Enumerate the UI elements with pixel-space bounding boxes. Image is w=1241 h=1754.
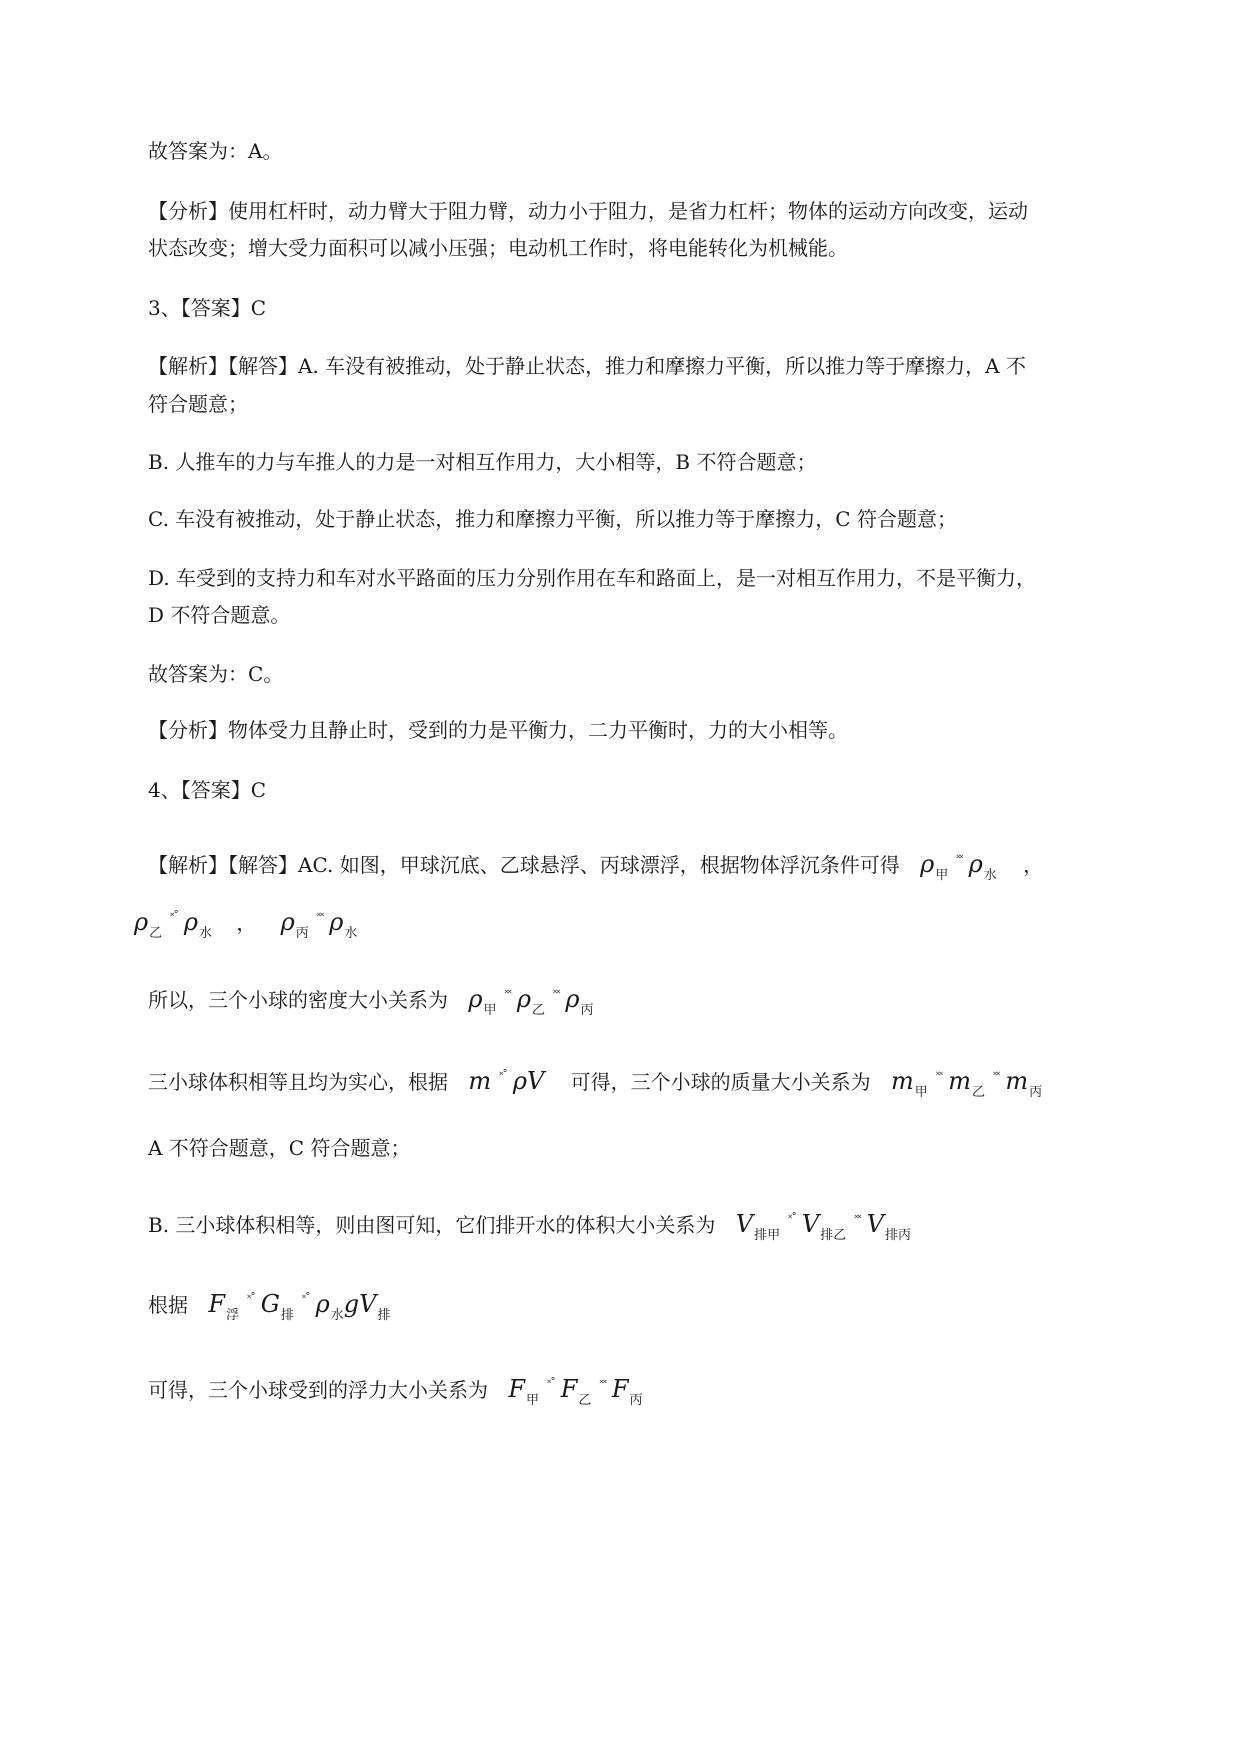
weight-symbol: G bbox=[260, 1290, 280, 1318]
comma: ， bbox=[1023, 853, 1044, 877]
volume-symbol: V bbox=[735, 1210, 754, 1238]
subscript: 甲 bbox=[935, 868, 949, 883]
text: D. 车受到的支持力和车对水平路面的压力分别作用在车和路面上，是一对相互作用力，不是平衡力， bbox=[148, 566, 1037, 590]
conclusion-ac bbox=[148, 1125, 1158, 1172]
mass-symbol: m bbox=[468, 1067, 492, 1095]
relation-symbol: ˟˟ bbox=[854, 1212, 861, 1225]
text: 符合题意； bbox=[148, 392, 248, 416]
solution-3-c bbox=[148, 496, 1158, 543]
rho-symbol: ρ bbox=[329, 908, 344, 936]
formula-m-rho-v bbox=[468, 1052, 544, 1106]
comma: ， bbox=[236, 911, 257, 935]
subscript: 水 bbox=[344, 926, 358, 941]
text: 4、【答案】C bbox=[148, 778, 267, 802]
density-relation-line bbox=[148, 970, 1158, 1034]
text: 【分析】物体受力且静止时，受到的力是平衡力，二力平衡时，力的大小相等。 bbox=[148, 718, 848, 742]
subscript: 乙 bbox=[532, 1003, 546, 1018]
relation-symbol: ˟˟ bbox=[992, 1069, 1000, 1082]
volume-symbol: V bbox=[359, 1290, 377, 1318]
force-symbol: F bbox=[208, 1290, 226, 1318]
text: C. 车没有被推动，处于静止状态，推力和摩擦力平衡，所以推力等于摩擦力，C 符合题意； bbox=[148, 507, 957, 531]
volume-symbol: V bbox=[801, 1210, 820, 1238]
force-symbol: F bbox=[611, 1375, 629, 1403]
rho-symbol: ρ bbox=[512, 1067, 527, 1095]
subscript: 浮 bbox=[226, 1308, 240, 1323]
subscript: 丙 bbox=[629, 1393, 643, 1408]
answer-line-a bbox=[148, 128, 1158, 175]
relation-symbol: ˟˚ bbox=[499, 1069, 507, 1082]
relation-symbol: ˟˟ bbox=[935, 1069, 943, 1082]
subscript: 排丙 bbox=[884, 1228, 911, 1243]
text: 【解析】【解答】A. 车没有被推动，处于静止状态，推力和摩擦力平衡，所以推力等于摩擦力，A 不 bbox=[148, 354, 1026, 378]
subscript: 丙 bbox=[1029, 1085, 1043, 1100]
text: 状态改变；增大受力面积可以减小压强；电动机工作时，将电能转化为机械能。 bbox=[148, 236, 848, 260]
rho-symbol: ρ bbox=[920, 850, 935, 878]
volume-symbol: V bbox=[526, 1067, 545, 1095]
rho-symbol: ρ bbox=[280, 908, 295, 936]
text: 三小球体积相等且均为实心，根据 bbox=[148, 1070, 448, 1094]
relation-symbol: ˟˚ bbox=[788, 1212, 796, 1225]
text: 故答案为：C。 bbox=[148, 662, 284, 686]
mass-symbol: m bbox=[948, 1067, 971, 1095]
mass-symbol: m bbox=[1005, 1067, 1029, 1095]
subscript: 甲 bbox=[914, 1085, 928, 1100]
mass-relation-line bbox=[148, 1052, 1158, 1116]
volume-symbol: V bbox=[866, 1210, 884, 1238]
formula-line-yi-bing bbox=[134, 893, 1144, 957]
rho-symbol: ρ bbox=[968, 850, 983, 878]
rho-symbol: ρ bbox=[134, 908, 149, 936]
relation-symbol: ˟˚ bbox=[301, 1292, 310, 1305]
analysis-paragraph-3 bbox=[148, 707, 1158, 754]
text: 故答案为：A。 bbox=[148, 139, 283, 163]
rho-symbol: ρ bbox=[516, 985, 531, 1013]
rho-symbol: ρ bbox=[315, 1290, 330, 1318]
text: D 不符合题意。 bbox=[148, 603, 291, 627]
text: 【分析】使用杠杆时，动力臂大于阻力臂，动力小于阻力，是省力杠杆；物体的运动方向改变，运动 bbox=[148, 199, 1028, 223]
buoyancy-formula-line bbox=[148, 1275, 1158, 1339]
relation-symbol: ˟˚ bbox=[170, 910, 178, 923]
text: 所以，三个小球的密度大小关系为 bbox=[148, 988, 448, 1012]
formula-mass-order bbox=[891, 1052, 1042, 1116]
subscript: 水 bbox=[330, 1308, 344, 1323]
text: 3、【答案】C bbox=[148, 296, 267, 320]
relation-symbol: ˟˟ bbox=[553, 987, 560, 1000]
solution-4-ac bbox=[148, 835, 1158, 899]
mass-symbol: m bbox=[891, 1067, 914, 1095]
relation-symbol: ˟˟ bbox=[316, 910, 324, 923]
subscript: 丙 bbox=[295, 926, 309, 941]
relation-symbol: ˟˟ bbox=[599, 1377, 606, 1390]
formula-rho-jia-vs-water bbox=[920, 835, 997, 899]
subscript: 排 bbox=[377, 1308, 391, 1323]
rho-symbol: ρ bbox=[183, 908, 198, 936]
text: 【解析】【解答】AC. 如图，甲球沉底、乙球悬浮、丙球漂浮，根据物体浮沉条件可得 bbox=[148, 853, 900, 877]
relation-symbol: ˟˚ bbox=[247, 1292, 255, 1305]
subscript: 排乙 bbox=[820, 1228, 847, 1243]
answer-4-heading bbox=[148, 767, 1158, 814]
solution-3-d-cont bbox=[148, 592, 1158, 639]
relation-symbol: ˟˟ bbox=[956, 852, 963, 865]
text: B. 三小球体积相等，则由图可知，它们排开水的体积大小关系为 bbox=[148, 1213, 716, 1237]
answer-line-c bbox=[148, 651, 1158, 698]
rho-symbol: ρ bbox=[468, 985, 483, 1013]
subscript: 丙 bbox=[580, 1003, 594, 1018]
subscript: 乙 bbox=[149, 926, 163, 941]
subscript: 乙 bbox=[578, 1393, 592, 1408]
gravity-symbol: g bbox=[343, 1290, 360, 1318]
text: B. 人推车的力与车推人的力是一对相互作用力，大小相等，B 不符合题意； bbox=[148, 450, 817, 474]
answer-3-heading bbox=[148, 285, 1158, 332]
subscript: 乙 bbox=[971, 1085, 985, 1100]
subscript: 排 bbox=[280, 1308, 294, 1323]
solution-3-a-cont bbox=[148, 381, 1158, 428]
solution-3-b bbox=[148, 439, 1158, 486]
formula-archimedes bbox=[208, 1275, 390, 1339]
text: 根据 bbox=[148, 1293, 188, 1317]
subscript: 甲 bbox=[483, 1003, 497, 1018]
subscript: 水 bbox=[983, 868, 997, 883]
relation-symbol: ˟˚ bbox=[547, 1377, 555, 1390]
subscript: 甲 bbox=[526, 1393, 540, 1408]
force-symbol: F bbox=[560, 1375, 578, 1403]
subscript: 水 bbox=[198, 926, 212, 941]
force-symbol: F bbox=[508, 1375, 526, 1403]
analysis-paragraph-1-cont bbox=[148, 225, 1158, 272]
text: A 不符合题意，C 符合题意； bbox=[148, 1136, 411, 1160]
relation-symbol: ˟˟ bbox=[504, 987, 511, 1000]
formula-force-order bbox=[508, 1360, 642, 1424]
force-relation-line bbox=[148, 1360, 1158, 1424]
rho-symbol: ρ bbox=[565, 985, 580, 1013]
formula-volume-order bbox=[736, 1195, 911, 1259]
text: 可得，三个小球受到的浮力大小关系为 bbox=[148, 1378, 488, 1402]
volume-relation-line bbox=[148, 1195, 1158, 1259]
subscript: 排甲 bbox=[754, 1228, 781, 1243]
text: 可得，三个小球的质量大小关系为 bbox=[570, 1070, 871, 1094]
formula-density-order bbox=[468, 970, 593, 1034]
